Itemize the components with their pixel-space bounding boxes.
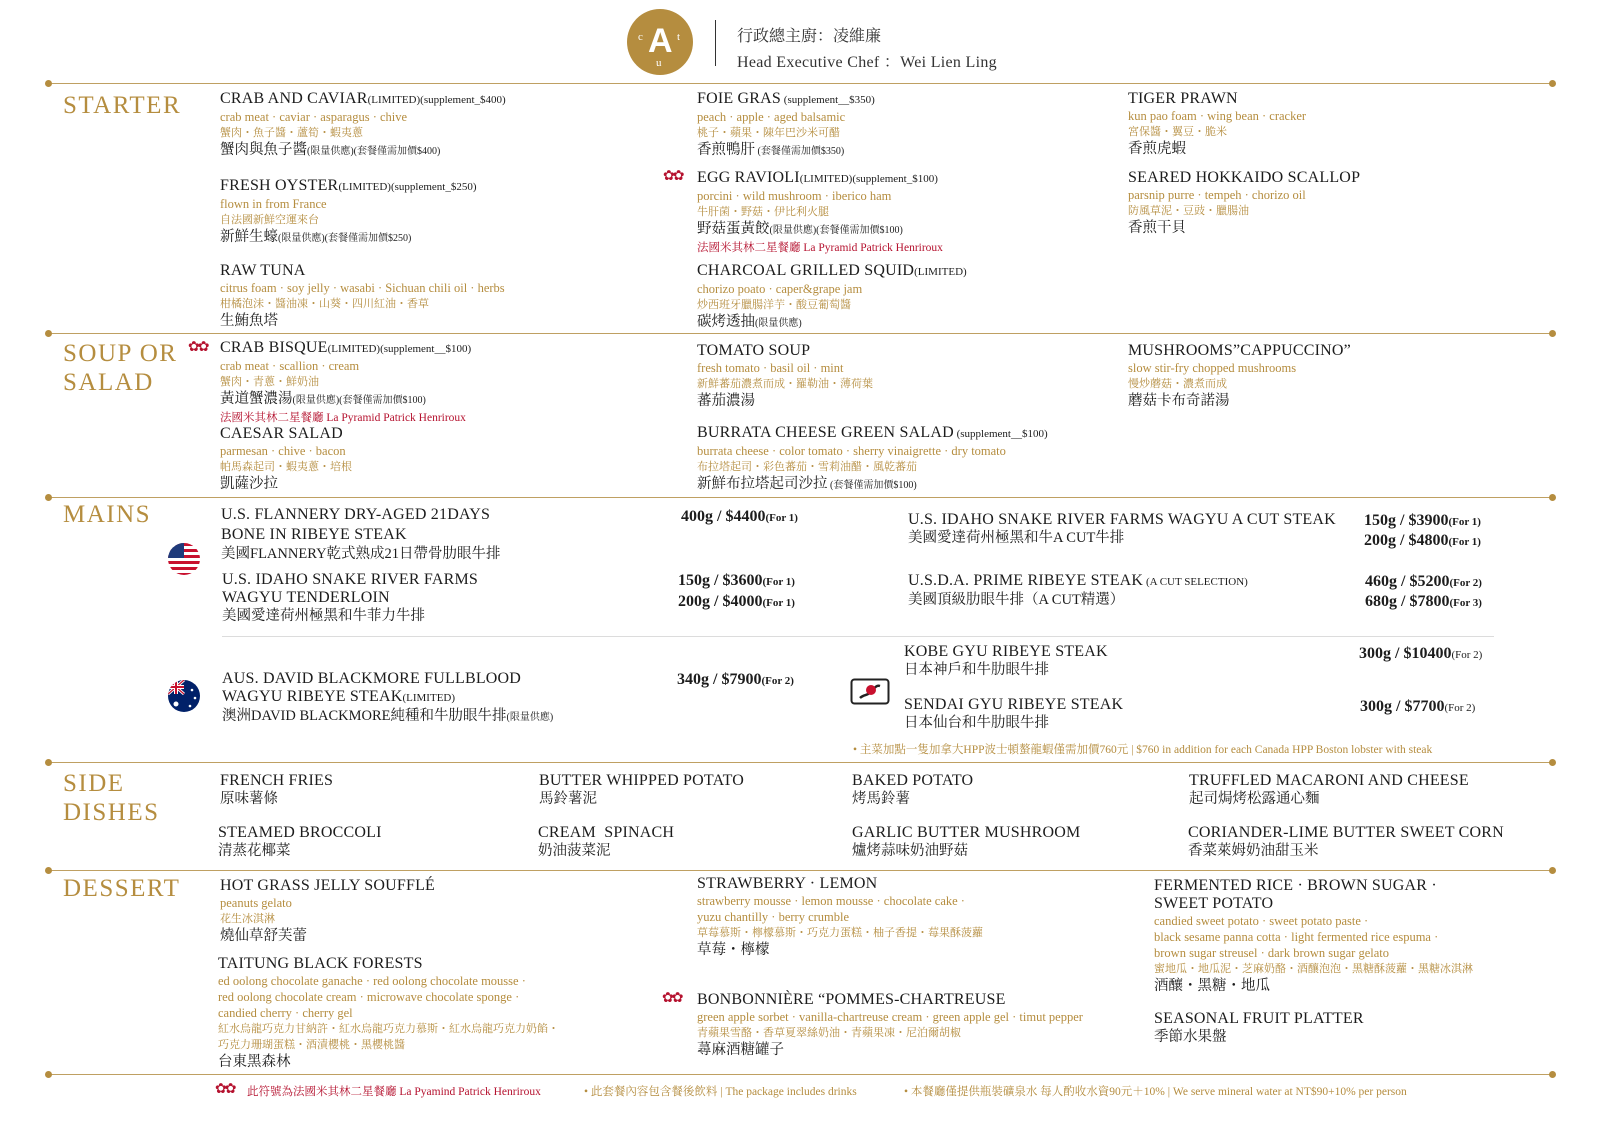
restaurant-logo xyxy=(627,9,693,75)
side-name-zh: 原味薯條 xyxy=(220,791,278,807)
price-value: 200g / $4800 xyxy=(1364,532,1449,549)
dish-name-line1: FERMENTED RICE · BROWN SUGAR · xyxy=(1154,877,1437,894)
dish-grilled-squid xyxy=(697,262,967,333)
dish-tag: (LIMITED)(supplement_$100) xyxy=(799,173,938,185)
dish-tag: (A CUT SELECTION) xyxy=(1143,576,1248,588)
side-name: BUTTER WHIPPED POTATO xyxy=(539,772,745,789)
price-value: 340g / $7900 xyxy=(677,671,762,688)
dish-tag: (LIMITED)(supplement__$100) xyxy=(327,343,472,355)
section-title-starter: STARTER xyxy=(63,92,182,119)
section-title-side-line2: DISHES xyxy=(63,799,160,826)
dish-ingredients-zh: 慢炒蘑菇・濃煮而成 xyxy=(1128,378,1227,390)
dish-ingredients-zh: 草莓慕斯・檸檬慕斯・巧克力蛋糕・柚子香提・莓果酥菠蘿 xyxy=(697,927,983,939)
dish-price xyxy=(1359,643,1482,666)
price-value: 300g / $7700 xyxy=(1360,698,1445,715)
dish-ingredients-zh: 桃子・蘋果・陳年巴沙米可醋 xyxy=(697,127,840,139)
dish-name: SEASONAL FRUIT PLATTER xyxy=(1154,1010,1364,1027)
dish-hokkaido-scallop xyxy=(1128,169,1360,238)
dish-ingredients-3: candied cherry · cherry gel xyxy=(218,1006,353,1020)
dish-name: CRAB AND CAVIAR xyxy=(220,90,368,107)
side-name-zh: 奶油菠菜泥 xyxy=(538,843,611,859)
rule-dessert xyxy=(48,870,1553,871)
dish-ingredients: fresh tomato · basil oil · mint xyxy=(697,361,844,375)
dish-ingredients-zh: 炒西班牙臘腸洋芋・酸豆葡萄醬 xyxy=(697,299,851,311)
section-title-side-line1: SIDE xyxy=(63,770,125,797)
dish-name: RAW TUNA xyxy=(220,262,306,279)
dish-ingredients-3: brown sugar streusel · dark brown sugar gelato xyxy=(1154,946,1390,960)
side-french-fries xyxy=(220,772,333,809)
dish-price xyxy=(1360,696,1475,719)
dish-name-line2: BONE IN RIBEYE STEAK xyxy=(221,526,407,543)
side-name-zh: 香菜萊姆奶油甜玉米 xyxy=(1188,843,1319,859)
dish-wagyu-a-cut xyxy=(908,511,1336,548)
dish-ingredients: peach · apple · aged balsamic xyxy=(697,110,846,124)
dish-name-zh: 新鮮生蠔 xyxy=(220,229,278,245)
section-title-mains: MAINS xyxy=(63,501,152,528)
dish-price xyxy=(678,570,795,593)
michelin-note: 法國米其林二星餐廳 La Pyramid Patrick Henriroux xyxy=(697,242,943,254)
dish-ingredients: slow stir-fry chopped mushrooms xyxy=(1128,361,1297,375)
dish-foie-gras xyxy=(697,90,875,161)
footer-drinks-note: • 此套餐內容包含餐後飲料 | The package includes drinks xyxy=(584,1086,857,1098)
rule-soup xyxy=(48,333,1553,334)
price-value: 150g / $3600 xyxy=(678,572,763,589)
dish-tag-zh: (限量供應)(套餐僅需加價$400) xyxy=(307,146,441,157)
dish-ingredients-zh: 帕馬森起司・蝦夷蔥・培根 xyxy=(220,461,352,473)
dish-ingredients-zh: 布拉塔起司・彩色蕃茄・雪莉油醋・風乾蕃茄 xyxy=(697,461,917,473)
dish-raw-tuna xyxy=(220,262,505,331)
dish-name: CRAB BISQUE xyxy=(220,339,328,356)
dish-ingredients-zh: 青蘋果雪酪・香草夏翠絲奶油・青蘋果凍・尼泊爾胡椒 xyxy=(697,1027,961,1039)
dish-blackmore-ribeye xyxy=(222,670,553,727)
side-whipped-potato xyxy=(539,772,744,809)
price-serves: (For 2) xyxy=(1449,577,1482,589)
dish-name-zh: 美國愛達荷州極黑和牛菲力牛排 xyxy=(222,608,425,624)
dish-name-line2: WAGYU RIBEYE STEAK xyxy=(222,688,403,705)
section-title-soup-salad xyxy=(63,339,177,397)
dish-name: STRAWBERRY · LEMON xyxy=(697,875,878,892)
side-garlic-mushroom xyxy=(852,824,1080,861)
side-name: FRENCH FRIES xyxy=(220,772,334,789)
dish-prime-ribeye xyxy=(908,572,1248,610)
rule-mains xyxy=(48,497,1553,498)
dish-name: BONBONNIÈRE “POMMES-CHARTREUSE xyxy=(697,991,1006,1008)
dish-sendai-ribeye xyxy=(904,696,1123,733)
dessert-bonbonniere xyxy=(697,991,1083,1060)
dish-name: SENDAI GYU RIBEYE STEAK xyxy=(904,696,1124,713)
price-serves: (For 2) xyxy=(1451,649,1483,661)
dish-ingredients-zh: 宮保醬・翼豆・脆米 xyxy=(1128,126,1227,138)
dish-tag: (supplement__$350) xyxy=(781,94,875,106)
michelin-flower-icon: ✿✿ xyxy=(188,340,208,355)
dish-ingredients-zh-1: 紅水烏龍巧克力甘納許・紅水烏龍巧克力慕斯・紅水烏龍巧克力奶餡・ xyxy=(218,1023,559,1035)
dish-name: FOIE GRAS xyxy=(697,90,782,107)
australia-flag-icon xyxy=(166,678,202,714)
dish-ingredients: citrus foam · soy jelly · wasabi · Sichuan chili oil · herbs xyxy=(220,281,505,295)
price-value: 150g / $3900 xyxy=(1364,512,1449,529)
dish-ingredients: peanuts gelato xyxy=(220,896,292,910)
dish-name: EGG RAVIOLI xyxy=(697,169,800,186)
dessert-strawberry-lemon xyxy=(697,875,983,960)
side-name: STEAMED BROCCOLI xyxy=(218,824,382,841)
dish-name: MUSHROOMS”CAPPUCCINO” xyxy=(1128,342,1351,359)
dish-name: BURRATA CHEESE GREEN SALAD xyxy=(697,424,954,441)
dish-ingredients-zh: 蟹肉・魚子醬・蘆筍・蝦夷蔥 xyxy=(220,127,363,139)
us-flag-icon xyxy=(166,541,202,577)
dish-ingredients: crab meat · scallion · cream xyxy=(220,359,360,373)
dish-tag: (LIMITED)(supplement_$250) xyxy=(338,181,477,193)
footer-michelin-note: 此符號為法國米其林二星餐廳 La Pyamind Patrick Henriroux xyxy=(247,1086,541,1098)
dish-tag: (supplement__$100) xyxy=(953,428,1048,440)
dish-tag: (LIMITED) xyxy=(402,692,456,704)
dish-name-zh: 黃道蟹濃湯 xyxy=(220,391,293,407)
lobster-addon-note: • 主菜加點一隻加拿大HPP波士頓螯龍蝦僅需加價760元 | $760 in addition for each Canada HPP Boston lobster with steak xyxy=(853,744,1433,756)
dish-ingredients-1: ed oolong chocolate ganache · red oolong chocolate mousse · xyxy=(218,974,526,988)
dish-tag: (LIMITED) xyxy=(914,266,967,278)
dish-ingredients: kun pao foam · wing bean · cracker xyxy=(1128,109,1307,123)
dish-price xyxy=(1365,591,1482,614)
dish-ingredients-2: yuzu chantilly · berry crumble xyxy=(697,910,850,924)
dish-name-zh: 季節水果盤 xyxy=(1154,1029,1227,1045)
dish-ingredients: flown in from France xyxy=(220,197,327,211)
dish-name-zh: 美國頂級肋眼牛排（A CUT精選） xyxy=(908,592,1125,608)
dish-name-line2: SWEET POTATO xyxy=(1154,895,1274,912)
dish-name-zh: 生鮪魚塔 xyxy=(220,313,278,329)
price-serves: (For 1) xyxy=(1448,516,1481,528)
side-truffled-macaroni xyxy=(1189,772,1469,809)
header-divider xyxy=(715,20,716,66)
side-name-zh: 清蒸花椰菜 xyxy=(218,843,291,859)
dish-name-line1: AUS. DAVID BLACKMORE FULLBLOOD xyxy=(222,670,522,687)
dish-ingredients-zh: 牛肝菌・野菇・伊比利火腿 xyxy=(697,206,829,218)
dish-ingredients-zh-2: 巧克力珊瑚蛋糕・酒漬櫻桃・黑櫻桃醬 xyxy=(218,1039,405,1051)
michelin-flower-icon: ✿✿ xyxy=(662,991,682,1006)
dish-ingredients: parsnip purre · tempeh · chorizo oil xyxy=(1128,188,1306,202)
logo-letter-u: u xyxy=(656,57,662,69)
dish-egg-ravioli xyxy=(697,169,943,256)
dish-tomato-soup xyxy=(697,342,873,411)
dish-mushroom-cappuccino xyxy=(1128,342,1351,411)
dish-name-zh: 香煎鴨肝 xyxy=(697,142,755,158)
rule-sides xyxy=(48,762,1553,763)
dish-ingredients-1: strawberry mousse · lemon mousse · chocolate cake · xyxy=(697,894,965,908)
dish-crab-caviar xyxy=(220,90,506,161)
dish-name-zh: 日本仙台和牛肋眼牛排 xyxy=(904,715,1049,731)
dish-tag-zh: (限量供應)(套餐僅需加價$100) xyxy=(292,395,426,406)
dish-ingredients-2: black sesame panna cotta · light fermented rice espuma · xyxy=(1154,930,1439,944)
dish-name-zh: 蟹肉與魚子醬 xyxy=(220,142,307,158)
chef-name-zh: 行政總主廚：凌維廉 xyxy=(737,28,882,45)
price-value: 300g / $10400 xyxy=(1359,645,1452,662)
dish-name-zh: 燒仙草舒芙蕾 xyxy=(220,928,307,944)
side-baked-potato xyxy=(852,772,973,809)
dish-name: U.S. IDAHO SNAKE RIVER FARMS WAGYU A CUT STEAK xyxy=(908,511,1336,528)
price-value: 680g / $7800 xyxy=(1365,593,1450,610)
side-name: CORIANDER-LIME BUTTER SWEET CORN xyxy=(1188,824,1504,841)
dish-name-line1: U.S. IDAHO SNAKE RIVER FARMS xyxy=(222,571,478,588)
dish-ingredients: crab meat · caviar · asparagus · chive xyxy=(220,110,408,124)
side-sweet-corn xyxy=(1188,824,1504,861)
dish-name-zh: 日本神戶和牛肋眼牛排 xyxy=(904,662,1049,678)
price-serves: (For 1) xyxy=(762,597,795,609)
price-value: 460g / $5200 xyxy=(1365,573,1450,590)
dish-ingredients: porcini · wild mushroom · iberico ham xyxy=(697,189,892,203)
dish-ingredients-zh: 防風草泥・豆豉・臘腸油 xyxy=(1128,205,1249,217)
dish-name: FRESH OYSTER xyxy=(220,177,339,194)
dish-name-zh: 草莓・檸檬 xyxy=(697,942,770,958)
price-serves: (For 1) xyxy=(1448,536,1481,548)
dish-ingredients-zh: 自法國新鮮空運來台 xyxy=(220,214,319,226)
dish-ingredients-zh: 蟹肉・青蔥・鮮奶油 xyxy=(220,376,319,388)
dish-burrata-salad xyxy=(697,424,1048,495)
dish-name: KOBE GYU RIBEYE STEAK xyxy=(904,643,1108,660)
rule-bottom xyxy=(48,1074,1553,1075)
dish-name-zh: 野菇蛋黃餃 xyxy=(697,221,770,237)
dish-name: CAESAR SALAD xyxy=(220,425,343,442)
side-name-zh: 烤馬鈴薯 xyxy=(852,791,910,807)
side-name: TRUFFLED MACARONI AND CHEESE xyxy=(1189,772,1469,789)
dish-name: SEARED HOKKAIDO SCALLOP xyxy=(1128,169,1361,186)
dish-tiger-prawn xyxy=(1128,90,1306,159)
chef-name-en: Head Executive Chef ：Wei Lien Ling xyxy=(737,54,997,71)
michelin-note: 法國米其林二星餐廳 La Pyramid Patrick Henriroux xyxy=(220,412,466,424)
side-name: BAKED POTATO xyxy=(852,772,974,789)
dish-name: CHARCOAL GRILLED SQUID xyxy=(697,262,915,279)
dish-crab-bisque xyxy=(220,339,471,426)
rule-top xyxy=(48,83,1553,84)
dish-ingredients-1: candied sweet potato · sweet potato paste · xyxy=(1154,914,1369,928)
side-cream-spinach xyxy=(538,824,674,861)
dish-price xyxy=(677,669,794,692)
price-serves: (For 2) xyxy=(761,675,794,687)
logo-letter-a: A xyxy=(648,22,673,60)
dish-tag-zh: (限量供應) xyxy=(755,318,802,329)
section-title-side-dishes xyxy=(63,769,160,827)
dish-ingredients: parmesan · chive · bacon xyxy=(220,444,346,458)
dish-name: U.S.D.A. PRIME RIBEYE STEAK xyxy=(908,572,1144,589)
dish-tag-zh: (限量供應) xyxy=(506,712,554,723)
dish-flannery-ribeye xyxy=(221,505,501,564)
price-serves: (For 1) xyxy=(765,512,798,524)
michelin-flower-icon: ✿✿ xyxy=(215,1082,235,1097)
dish-tag-zh: (套餐僅需加價$350) xyxy=(755,146,845,157)
dish-name-zh: 蕃茄濃湯 xyxy=(697,393,755,409)
dish-ingredients-2: red oolong chocolate cream · microwave chocolate sponge · xyxy=(218,990,520,1004)
dish-tag-zh: (限量供應)(套餐僅需加價$250) xyxy=(278,233,412,244)
dish-tag-zh: (限量供應)(套餐僅需加價$100) xyxy=(769,225,903,236)
dish-name-zh: 香煎干貝 xyxy=(1128,220,1186,236)
dish-caesar-salad xyxy=(220,425,352,494)
dish-ingredients: chorizo poato · caper&grape jam xyxy=(697,282,863,296)
section-title-soup-line1: SOUP OR xyxy=(63,340,178,367)
dish-name-zh: 蕁麻酒糖罐子 xyxy=(697,1042,784,1058)
dish-name-zh: 蘑菇卡布奇諾湯 xyxy=(1128,393,1230,409)
side-name-zh: 爐烤蒜味奶油野菇 xyxy=(852,843,968,859)
footer-water-note: • 本餐廳僅提供瓶裝礦泉水 每人酌收水資90元＋10% | We serve mineral water at NT$90+10% per person xyxy=(904,1086,1407,1098)
dish-name: TOMATO SOUP xyxy=(697,342,811,359)
dish-tag-zh: (套餐僅需加價$100) xyxy=(827,480,917,491)
dish-ingredients-zh: 新鮮蕃茄濃煮而成・羅勒油・薄荷葉 xyxy=(697,378,873,390)
dish-name-zh: 美國FLANNERY乾式熟成21日帶骨肋眼牛排 xyxy=(221,546,501,562)
side-name-zh: 起司焗烤松露通心麵 xyxy=(1189,791,1320,807)
section-title-soup-line2: SALAD xyxy=(63,369,154,396)
logo-letter-t: t xyxy=(677,31,681,43)
dish-ingredients-zh: 花生冰淇淋 xyxy=(220,913,275,925)
price-value: 400g / $4400 xyxy=(681,508,766,525)
section-title-dessert: DESSERT xyxy=(63,875,181,902)
dish-name-zh: 新鮮布拉塔起司沙拉 xyxy=(697,476,828,492)
dish-wagyu-tenderloin xyxy=(222,571,478,626)
dish-name-zh: 凱薩沙拉 xyxy=(220,476,278,492)
logo-letter-c: c xyxy=(638,31,643,43)
price-serves: (For 2) xyxy=(1444,702,1476,714)
dish-name-zh: 台東黑森林 xyxy=(218,1054,291,1070)
dessert-taitung-black-forest xyxy=(218,955,559,1072)
dish-ingredients-zh: 蜜地瓜・地瓜泥・芝麻奶酪・酒釀泡泡・黑糖酥菠蘿・黑糖冰淇淋 xyxy=(1154,963,1473,975)
mains-separator xyxy=(222,636,1494,637)
dish-name-line2: WAGYU TENDERLOIN xyxy=(222,589,390,606)
dish-name-line1: U.S. FLANNERY DRY-AGED 21DAYS xyxy=(221,506,491,523)
dessert-fermented-rice xyxy=(1154,877,1473,996)
dish-tag: (LIMITED)(supplement_$400) xyxy=(367,94,506,106)
dish-ingredients-zh: 柑橘泡沫・醬油凍・山葵・四川紅油・香草 xyxy=(220,298,429,310)
price-serves: (For 1) xyxy=(762,576,795,588)
dish-price xyxy=(678,591,795,614)
side-steamed-broccoli xyxy=(218,824,382,861)
price-value: 200g / $4000 xyxy=(678,593,763,610)
michelin-flower-icon: ✿✿ xyxy=(663,169,683,184)
dish-name: HOT GRASS JELLY SOUFFLÉ xyxy=(220,877,436,894)
dish-name: TIGER PRAWN xyxy=(1128,90,1238,107)
dish-price xyxy=(681,506,798,529)
dish-ingredients: burrata cheese · color tomato · sherry vinaigrette · dry tomato xyxy=(697,444,1006,458)
side-name-zh: 馬鈴薯泥 xyxy=(539,791,597,807)
dessert-grass-jelly-souffle xyxy=(220,877,435,946)
dish-name-zh: 酒釀・黑糖・地瓜 xyxy=(1154,978,1270,994)
japan-map-icon xyxy=(850,678,890,706)
dish-name-zh: 碳烤透抽 xyxy=(697,314,755,330)
dish-name-zh: 澳洲DAVID BLACKMORE純種和牛肋眼牛排 xyxy=(222,708,507,724)
dish-name-zh: 香煎虎蝦 xyxy=(1128,141,1186,157)
side-name: CREAM SPINACH xyxy=(538,824,675,841)
dish-fresh-oyster xyxy=(220,177,477,248)
dish-ingredients: green apple sorbet · vanilla-chartreuse cream · green apple gel · timut pepper xyxy=(697,1010,1083,1024)
dish-name-zh: 美國愛達荷州極黑和牛A CUT牛排 xyxy=(908,530,1125,546)
dessert-fruit-platter xyxy=(1154,1010,1364,1047)
price-serves: (For 3) xyxy=(1449,597,1482,609)
dish-kobe-ribeye xyxy=(904,643,1108,680)
dish-name: TAITUNG BLACK FORESTS xyxy=(218,955,423,972)
dish-price xyxy=(1364,530,1481,553)
side-name: GARLIC BUTTER MUSHROOM xyxy=(852,824,1081,841)
